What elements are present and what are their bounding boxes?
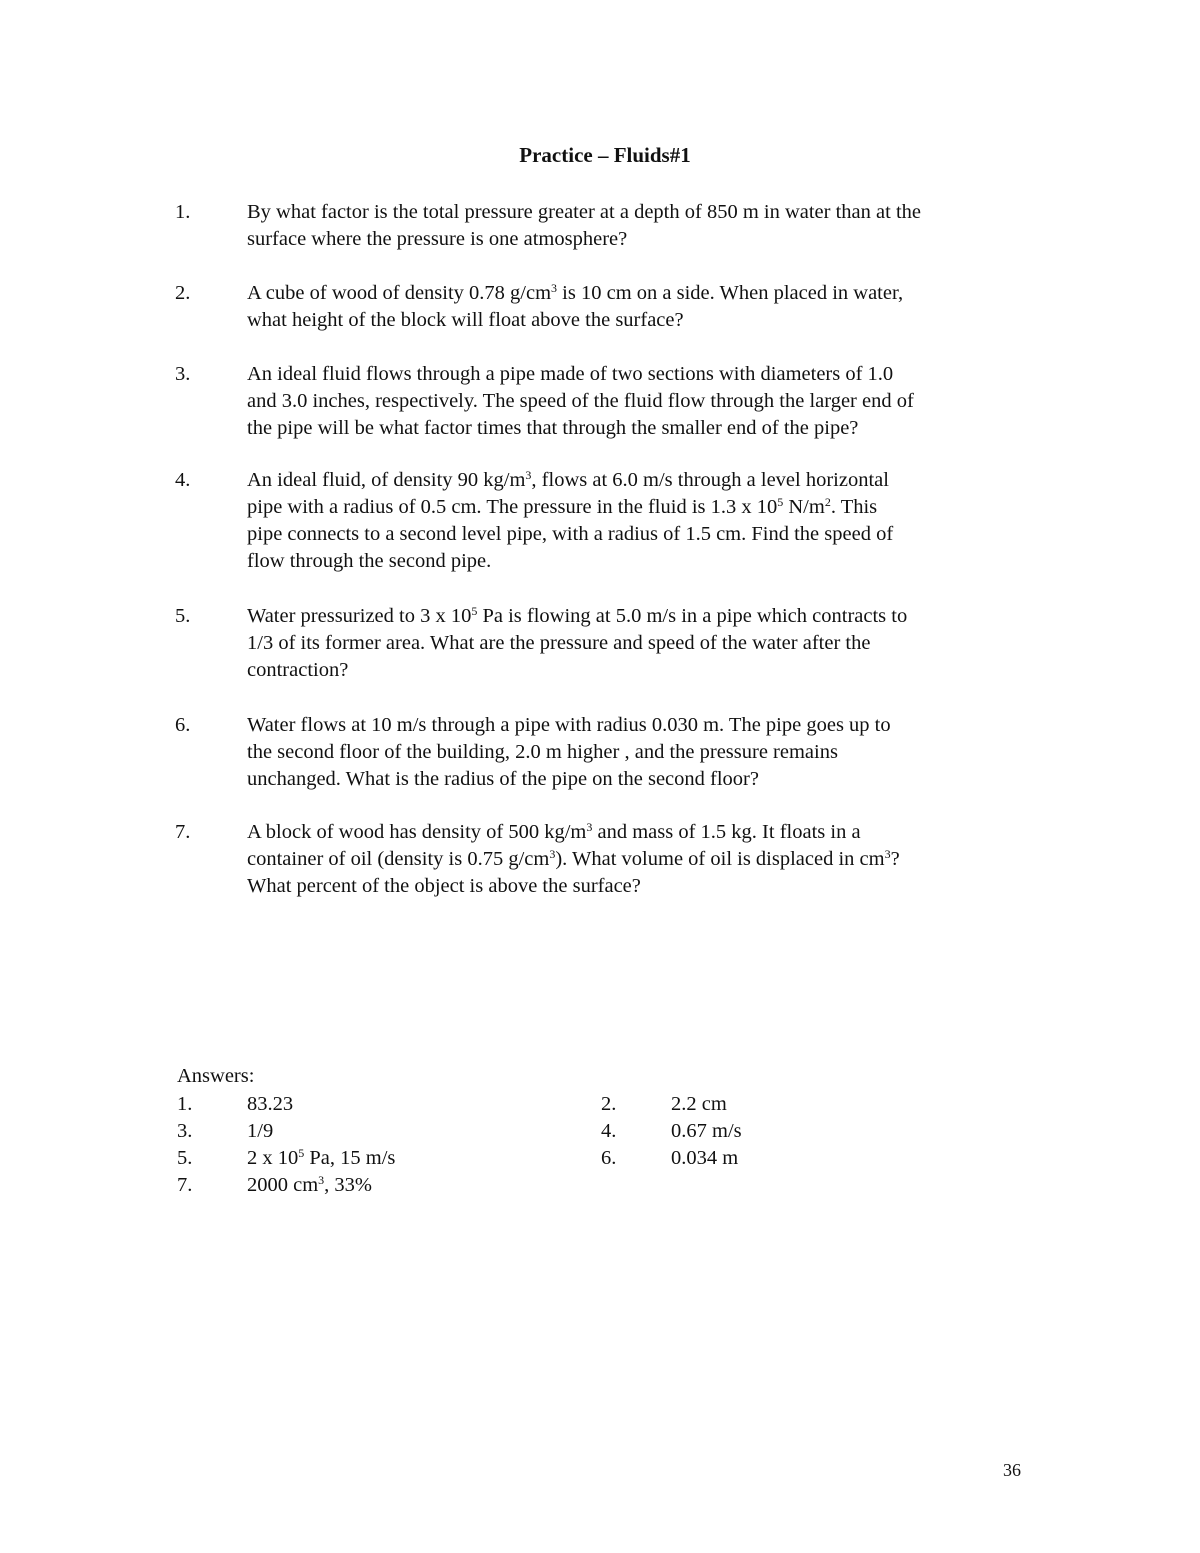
- answer-value: 0.67 m/s: [671, 1120, 742, 1142]
- question-text: [247, 199, 1037, 253]
- question-number: 2.: [175, 282, 191, 304]
- question-line: A block of wood has density of 500 $kg/m^3$ and mass of 1.5 kg. It floats in a: [247, 820, 861, 843]
- question-line: flow through the second pipe.: [247, 550, 492, 572]
- question-line: An ideal fluid flows through a pipe made of two sections with diameters of 1.0: [247, 363, 894, 385]
- answer-value: 2.2 cm: [671, 1093, 727, 1115]
- answers-heading: Answers:: [177, 1065, 255, 1087]
- question-line: A cube of wood of density 0.78 $g/cm^3$ is 10 cm on a side. When placed in water,: [247, 281, 904, 304]
- question-line: Water flows at 10 m/s through a pipe with radius 0.030 m. The pipe goes up to: [247, 714, 891, 736]
- answer-value: 83.23: [247, 1093, 294, 1115]
- question-line: By what factor is the total pressure greater at a depth of 850 m in water than at the: [247, 201, 921, 223]
- question-line: 1/3 of its former area. What are the pressure and speed of the water after the: [247, 632, 871, 654]
- question-number: 7.: [175, 821, 191, 843]
- question-number: 5.: [175, 605, 191, 627]
- question-line: container of oil (density is 0.75 $g/cm^3$). What volume of oil is displaced in $cm^3$?: [247, 847, 900, 870]
- answer-value: 2 x $10^5$ Pa, 15 m/s: [247, 1146, 396, 1169]
- question-text: [247, 819, 1037, 900]
- question-line: surface where the pressure is one atmosphere?: [247, 228, 628, 250]
- answer-number: 6.: [601, 1147, 617, 1169]
- answer-number: 7.: [177, 1174, 193, 1196]
- answer-number: 1.: [177, 1093, 193, 1115]
- question-line: What percent of the object is above the surface?: [247, 875, 641, 897]
- question-line: pipe with a radius of 0.5 cm. The pressure in the fluid is 1.3 x $10^5$ $N/m^2$. This: [247, 495, 878, 518]
- question-line: what height of the block will float above the surface?: [247, 309, 684, 331]
- question-line: the second floor of the building, 2.0 m higher , and the pressure remains: [247, 741, 838, 763]
- page-number: 36: [1003, 1460, 1021, 1480]
- answer-value: 0.034 m: [671, 1147, 739, 1169]
- question-text: [247, 603, 1037, 684]
- question-line: An ideal fluid, of density 90 $kg/m^3$, flows at 6.0 m/s through a level horizontal: [247, 468, 889, 491]
- question-line: contraction?: [247, 659, 349, 681]
- answer-number: 2.: [601, 1093, 617, 1115]
- question-number: 4.: [175, 469, 191, 491]
- answer-value: 2000 $cm^3$, 33%: [247, 1173, 372, 1196]
- question-number: 3.: [175, 363, 191, 385]
- question-number: 6.: [175, 714, 191, 736]
- question-text: [247, 280, 1037, 334]
- question-text: [247, 712, 1037, 793]
- page-title: Practice – Fluids#1: [519, 143, 691, 167]
- answer-number: 5.: [177, 1147, 193, 1169]
- question-line: Water pressurized to 3 x $10^5$ Pa is flowing at 5.0 m/s in a pipe which contracts to: [247, 604, 908, 627]
- answer-value: 1/9: [247, 1120, 274, 1142]
- answer-number: 3.: [177, 1120, 193, 1142]
- question-number: 1.: [175, 201, 191, 223]
- question-line: and 3.0 inches, respectively. The speed of the fluid flow through the larger end of: [247, 390, 914, 412]
- question-line: unchanged. What is the radius of the pipe on the second floor?: [247, 768, 759, 790]
- question-line: the pipe will be what factor times that through the smaller end of the pipe?: [247, 417, 859, 439]
- question-text: [247, 361, 1037, 442]
- question-text: [247, 467, 1037, 575]
- question-line: pipe connects to a second level pipe, with a radius of 1.5 cm. Find the speed of: [247, 523, 894, 545]
- answer-number: 4.: [601, 1120, 617, 1142]
